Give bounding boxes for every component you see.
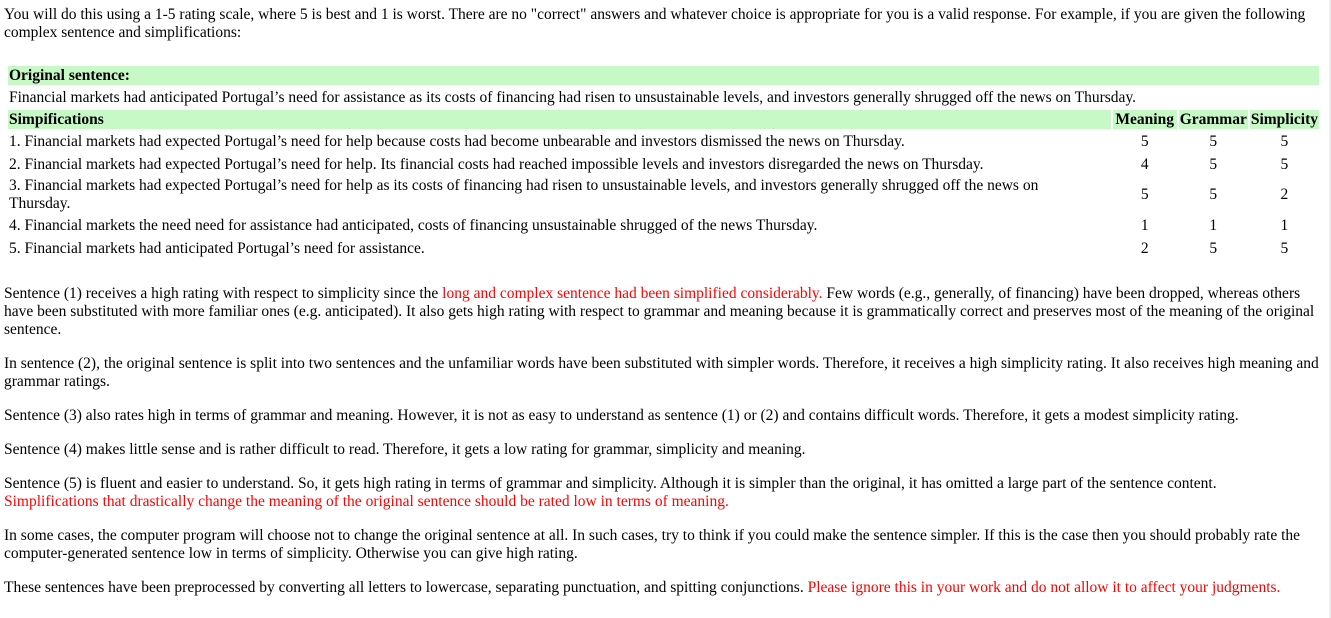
original-sentence-header: Original sentence: [8, 66, 1319, 85]
explanation-sentence-3: Sentence (3) also rates high in terms of grammar and meaning. However, it is not as easy to understand as sentence (1) or (2) and contains difficult words. Therefore, it gets a modest simplicity rating. [4, 407, 1239, 424]
simplicity-score: 5 [1280, 155, 1289, 173]
intro-text: You will do this using a 1-5 rating scale, where 5 is best and 1 is worst. There are no "correct" answers and whatever choice is appropriate for you is a valid response. For example, if you are given the following complex sentence and simplifications: [4, 6, 1306, 41]
example-table [6, 64, 1321, 261]
meaning-score: 4 [1140, 155, 1149, 173]
explanation-text: Sentence (1) receives a high rating with respect to simplicity since the [4, 285, 443, 302]
table-row [8, 177, 1319, 213]
grammar-score: 5 [1209, 132, 1218, 150]
highlighted-text: Simplifications that drastically change the meaning of the original sentence should be rated low in terms of meaning. [4, 493, 729, 510]
explanation-sentence-1 [4, 285, 1327, 339]
grammar-score: 5 [1209, 239, 1218, 257]
simplicity-header: Simplicity [1250, 110, 1318, 128]
simplification-text: 2. Financial markets had expected Portugal’s need for help. Its financial costs had reached impossible levels and investors disregarded the news on Thursday. [9, 155, 984, 173]
explanation-text: These sentences have been preprocessed by converting all letters to lowercase, separating punctuation, and spitting conjunctions. [4, 579, 808, 596]
table-row [8, 215, 1319, 236]
explanation-sentence-4: Sentence (4) makes little sense and is rather difficult to read. Therefore, it gets a low rating for grammar, simplicity and meaning. [4, 441, 806, 458]
meaning-header: Meaning [1113, 110, 1177, 129]
explanation-text: Few words (e.g., generally, of financing) have been dropped, whereas others have been substituted with more familiar ones (e.g. anticipated). It also gets high rating with respect to grammar and meaning because it is grammatically correct and preserves most of the meaning of the original sentence. [4, 285, 1315, 338]
meaning-score: 5 [1140, 132, 1149, 150]
simplification-text: 3. Financial markets had expected Portugal’s need for help as its costs of financing had risen to unsustainable levels, and investors generally shrugged off the news on Thursday. [9, 177, 1039, 212]
explanation-sentence-5 [4, 475, 1327, 511]
highlighted-text: long and complex sentence had been simplified considerably. [442, 285, 823, 302]
meaning-score: 5 [1140, 186, 1149, 203]
table-row [8, 154, 1319, 175]
grammar-header: Grammar [1179, 110, 1247, 128]
simplification-text: 4. Financial markets the need need for assistance had anticipated, costs of financing unsustainable shrugged of the news Thursday. [9, 216, 818, 234]
simplicity-score: 2 [1280, 186, 1289, 203]
preprocessing-note [4, 579, 1327, 597]
meaning-score: 1 [1140, 216, 1149, 234]
table-row [8, 238, 1319, 259]
meaning-score: 2 [1140, 239, 1149, 257]
simplification-text: 1. Financial markets had expected Portugal’s need for help because costs had become unbearable and investors dismissed the news on Thursday. [9, 132, 905, 150]
simplicity-score: 5 [1280, 132, 1289, 150]
simplifications-header: Simpifications [8, 110, 1111, 129]
simplicity-score: 5 [1280, 239, 1289, 257]
simplicity-score: 1 [1280, 216, 1289, 234]
highlighted-text: Please ignore this in your work and do not allow it to affect your judgments. [807, 579, 1281, 596]
grammar-score: 5 [1209, 155, 1218, 173]
grammar-score: 1 [1209, 216, 1218, 234]
simplification-text: 5. Financial markets had anticipated Portugal’s need for assistance. [9, 239, 425, 257]
original-sentence-text: Financial markets had anticipated Portugal’s need for assistance as its costs of financing had risen to unsustainable levels, and investors generally shrugged off the news on Thursday. [9, 88, 1137, 106]
explanation-sentence-2: In sentence (2), the original sentence is split into two sentences and the unfamiliar words have been substituted with simpler words. Therefore, it receives a high simplicity rating. It also receives high meaning and grammar ratings. [4, 355, 1319, 390]
explanation-text: Sentence (5) is fluent and easier to understand. So, it gets high rating in terms of grammar and simplicity. Although it is simpler than the original, it has omitted a large part of the sentence content. [4, 475, 1217, 492]
grammar-score: 5 [1209, 186, 1218, 203]
table-row [8, 131, 1319, 152]
unchanged-sentence-note: In some cases, the computer program will choose not to change the original sentence at all. In such cases, try to think if you could make the sentence simpler. If this is the case then you should probably rate the computer-generated sentence low in terms of simplicity. Otherwise you can give high rating. [4, 527, 1301, 562]
